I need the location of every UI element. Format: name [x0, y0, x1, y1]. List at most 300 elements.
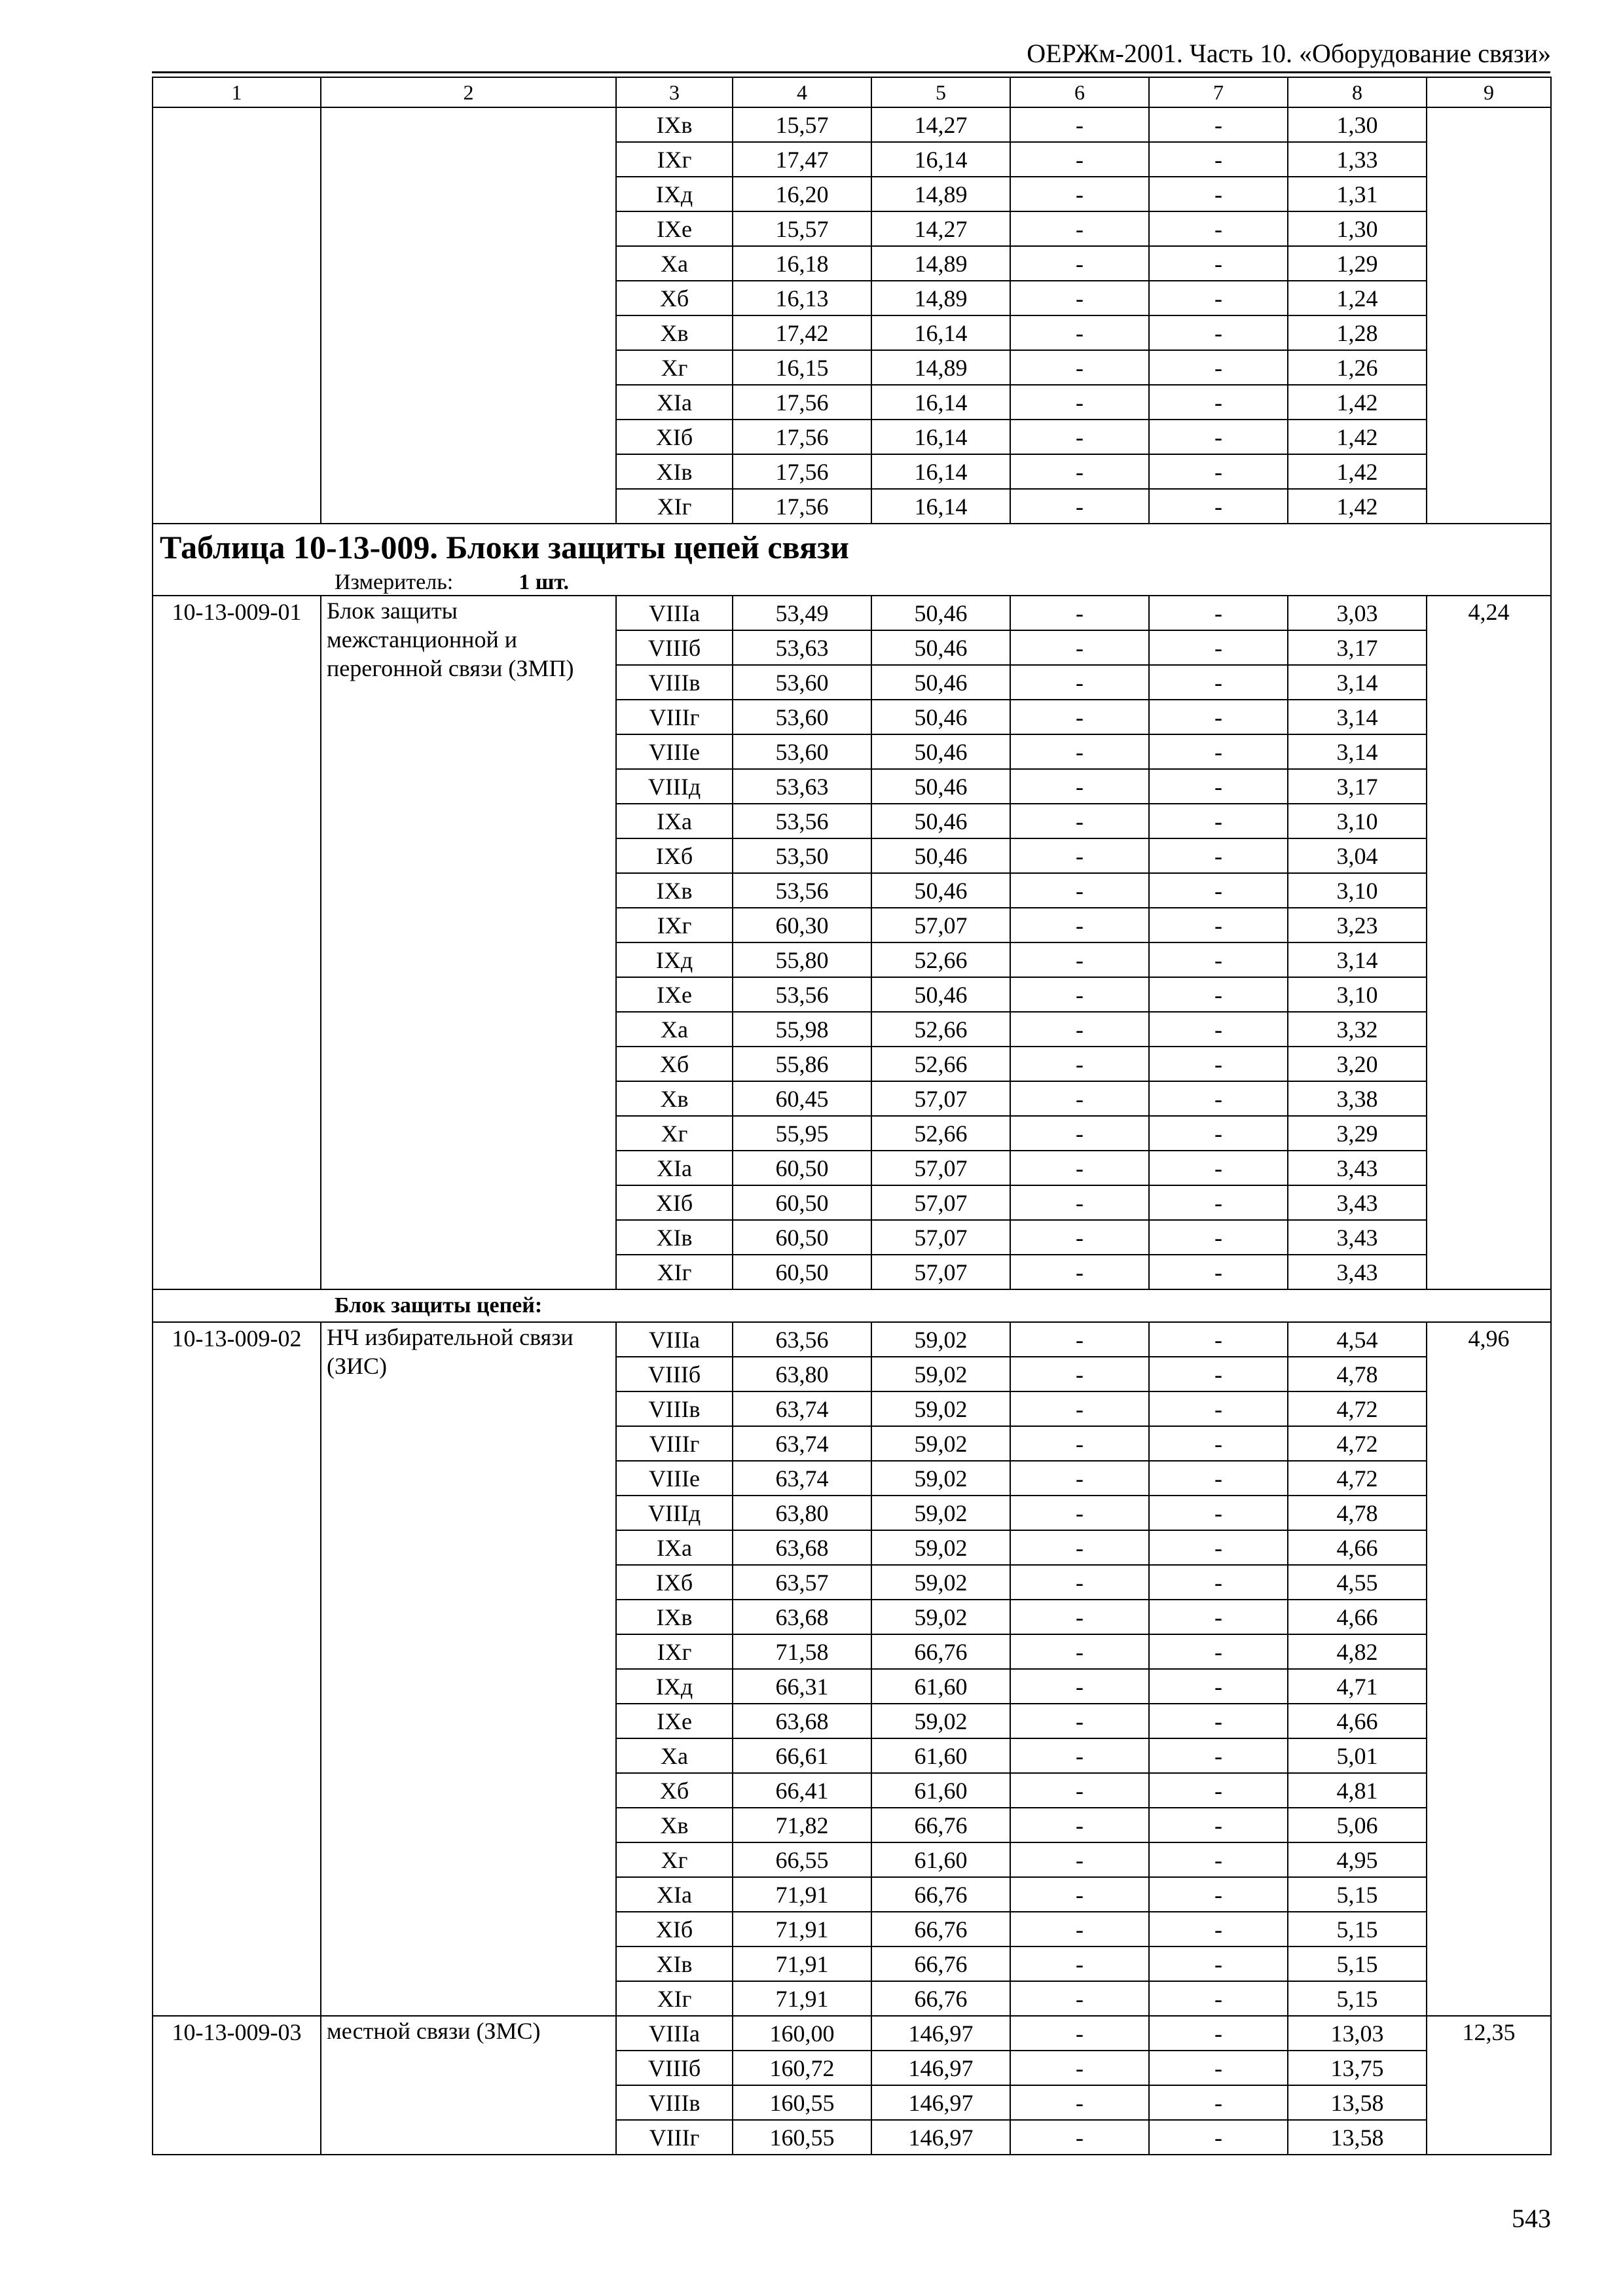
zone-cell: VIIIа — [616, 596, 733, 630]
machinist-wage: - — [1149, 596, 1288, 630]
wage-cost: 50,46 — [871, 873, 1010, 908]
material-cost: 1,26 — [1288, 350, 1427, 385]
machine-cost: - — [1010, 1322, 1149, 1357]
header-rule — [152, 71, 1550, 73]
machine-cost: - — [1010, 211, 1149, 246]
norm-name: НЧ избирательной связи (ЗИС) — [321, 1322, 616, 2016]
material-cost: 4,71 — [1288, 1669, 1427, 1704]
machinist-wage: - — [1149, 1600, 1288, 1634]
subheader-row — [153, 1289, 1551, 1322]
total-cost: 71,91 — [733, 1912, 871, 1946]
total-cost: 66,61 — [733, 1738, 871, 1773]
zone-cell: Xг — [616, 350, 733, 385]
zone-cell: IXг — [616, 1634, 733, 1669]
machinist-wage: - — [1149, 1116, 1288, 1151]
machinist-wage: - — [1149, 1081, 1288, 1116]
total-cost: 60,50 — [733, 1151, 871, 1185]
wage-cost: 59,02 — [871, 1426, 1010, 1461]
machine-cost: - — [1010, 1530, 1149, 1565]
zone-cell: VIIIе — [616, 1461, 733, 1496]
material-cost: 4,72 — [1288, 1426, 1427, 1461]
wage-cost: 50,46 — [871, 804, 1010, 838]
zone-cell: IXв — [616, 873, 733, 908]
total-cost: 63,80 — [733, 1496, 871, 1530]
total-cost: 16,15 — [733, 350, 871, 385]
zone-cell: Xв — [616, 1081, 733, 1116]
machine-cost: - — [1010, 873, 1149, 908]
material-cost: 3,10 — [1288, 977, 1427, 1012]
total-cost: 60,50 — [733, 1220, 871, 1255]
machinist-wage: - — [1149, 107, 1288, 142]
wage-cost: 52,66 — [871, 1012, 1010, 1047]
total-cost: 16,13 — [733, 281, 871, 315]
wage-cost: 57,07 — [871, 908, 1010, 942]
total-cost: 17,56 — [733, 454, 871, 489]
zone-cell: Xв — [616, 1808, 733, 1842]
machine-cost: - — [1010, 804, 1149, 838]
wage-cost: 59,02 — [871, 1461, 1010, 1496]
machinist-wage: - — [1149, 1704, 1288, 1738]
total-cost: 17,56 — [733, 420, 871, 454]
material-cost: 4,55 — [1288, 1565, 1427, 1600]
machinist-wage: - — [1149, 454, 1288, 489]
column-number: 9 — [1427, 77, 1551, 107]
section-title-row — [153, 524, 1551, 570]
column-number: 7 — [1149, 77, 1288, 107]
machinist-wage: - — [1149, 1391, 1288, 1426]
material-cost: 13,75 — [1288, 2051, 1427, 2085]
table-row — [153, 596, 1551, 630]
machine-cost: - — [1010, 177, 1149, 211]
material-cost: 5,15 — [1288, 1877, 1427, 1912]
zone-cell: XIг — [616, 1981, 733, 2016]
wage-cost: 52,66 — [871, 1116, 1010, 1151]
material-cost: 1,30 — [1288, 107, 1427, 142]
total-cost: 71,91 — [733, 1981, 871, 2016]
zone-cell: Xа — [616, 1738, 733, 1773]
machine-cost: - — [1010, 1151, 1149, 1185]
machine-cost: - — [1010, 1081, 1149, 1116]
material-cost: 4,81 — [1288, 1773, 1427, 1808]
total-cost: 63,56 — [733, 1322, 871, 1357]
zone-cell: XIв — [616, 454, 733, 489]
material-cost: 3,03 — [1288, 596, 1427, 630]
total-cost: 71,91 — [733, 1946, 871, 1981]
wage-cost: 59,02 — [871, 1565, 1010, 1600]
zone-cell: Xг — [616, 1842, 733, 1877]
wage-cost: 50,46 — [871, 700, 1010, 734]
material-cost: 3,32 — [1288, 1012, 1427, 1047]
total-cost: 66,55 — [733, 1842, 871, 1877]
machinist-wage: - — [1149, 2120, 1288, 2155]
machinist-wage: - — [1149, 350, 1288, 385]
machinist-wage: - — [1149, 665, 1288, 700]
total-cost: 71,82 — [733, 1808, 871, 1842]
zone-cell: XIв — [616, 1946, 733, 1981]
material-cost: 3,14 — [1288, 942, 1427, 977]
material-cost: 3,14 — [1288, 700, 1427, 734]
machine-cost: - — [1010, 1877, 1149, 1912]
machine-cost: - — [1010, 142, 1149, 177]
machine-cost: - — [1010, 1357, 1149, 1391]
zone-cell: IXе — [616, 977, 733, 1012]
machine-cost: - — [1010, 734, 1149, 769]
wage-cost: 66,76 — [871, 1634, 1010, 1669]
zone-cell: IXд — [616, 942, 733, 977]
machinist-wage: - — [1149, 1773, 1288, 1808]
column-number: 3 — [616, 77, 733, 107]
material-cost: 1,29 — [1288, 246, 1427, 281]
machinist-wage: - — [1149, 281, 1288, 315]
machinist-wage: - — [1149, 1357, 1288, 1391]
machinist-wage: - — [1149, 246, 1288, 281]
machinist-wage: - — [1149, 489, 1288, 524]
total-cost: 16,18 — [733, 246, 871, 281]
wage-cost: 16,14 — [871, 315, 1010, 350]
wage-cost: 61,60 — [871, 1738, 1010, 1773]
material-cost: 13,03 — [1288, 2016, 1427, 2051]
total-cost: 63,74 — [733, 1426, 871, 1461]
material-cost: 3,43 — [1288, 1151, 1427, 1185]
total-cost: 15,57 — [733, 211, 871, 246]
wage-cost: 50,46 — [871, 596, 1010, 630]
material-cost: 3,17 — [1288, 769, 1427, 804]
material-cost: 1,30 — [1288, 211, 1427, 246]
wage-cost: 66,76 — [871, 1981, 1010, 2016]
total-cost: 17,56 — [733, 489, 871, 524]
wage-cost: 59,02 — [871, 1496, 1010, 1530]
wage-cost: 61,60 — [871, 1773, 1010, 1808]
total-cost: 63,68 — [733, 1704, 871, 1738]
wage-cost: 16,14 — [871, 489, 1010, 524]
material-cost: 3,43 — [1288, 1185, 1427, 1220]
machine-cost: - — [1010, 596, 1149, 630]
machine-cost: - — [1010, 942, 1149, 977]
material-cost: 5,15 — [1288, 1946, 1427, 1981]
running-header: ОЕРЖм-2001. Часть 10. «Оборудование связи» — [1027, 39, 1551, 68]
zone-cell: IXб — [616, 1565, 733, 1600]
total-cost: 66,41 — [733, 1773, 871, 1808]
machine-cost: - — [1010, 315, 1149, 350]
machinist-wage: - — [1149, 1842, 1288, 1877]
labor-cost: 4,96 — [1427, 1322, 1551, 2016]
wage-cost: 66,76 — [871, 1912, 1010, 1946]
column-number: 5 — [871, 77, 1010, 107]
machine-cost: - — [1010, 1600, 1149, 1634]
machinist-wage: - — [1149, 1634, 1288, 1669]
total-cost: 63,68 — [733, 1600, 871, 1634]
machine-cost: - — [1010, 281, 1149, 315]
machinist-wage: - — [1149, 1496, 1288, 1530]
material-cost: 13,58 — [1288, 2120, 1427, 2155]
norm-code: 10-13-009-03 — [153, 2016, 321, 2155]
zone-cell: IXе — [616, 1704, 733, 1738]
zone-cell: Xб — [616, 1047, 733, 1081]
wage-cost: 146,97 — [871, 2120, 1010, 2155]
machinist-wage: - — [1149, 1185, 1288, 1220]
machinist-wage: - — [1149, 385, 1288, 420]
zone-cell: XIб — [616, 1185, 733, 1220]
machinist-wage: - — [1149, 630, 1288, 665]
machine-cost: - — [1010, 2051, 1149, 2085]
total-cost: 71,58 — [733, 1634, 871, 1669]
zone-cell: IXг — [616, 142, 733, 177]
machine-cost: - — [1010, 1669, 1149, 1704]
wage-cost: 66,76 — [871, 1877, 1010, 1912]
table-body — [153, 77, 1551, 2155]
material-cost: 4,66 — [1288, 1704, 1427, 1738]
material-cost: 3,14 — [1288, 734, 1427, 769]
total-cost: 16,20 — [733, 177, 871, 211]
machine-cost: - — [1010, 1255, 1149, 1289]
total-cost: 63,68 — [733, 1530, 871, 1565]
material-cost: 4,54 — [1288, 1322, 1427, 1357]
material-cost: 1,31 — [1288, 177, 1427, 211]
machine-cost: - — [1010, 1981, 1149, 2016]
material-cost: 1,42 — [1288, 489, 1427, 524]
page-number: 543 — [1512, 2204, 1551, 2233]
zone-cell: IXе — [616, 211, 733, 246]
zone-cell: VIIIг — [616, 700, 733, 734]
wage-cost: 66,76 — [871, 1946, 1010, 1981]
zone-cell: IXв — [616, 1600, 733, 1634]
zone-cell: VIIIб — [616, 1357, 733, 1391]
material-cost: 3,10 — [1288, 804, 1427, 838]
machine-cost: - — [1010, 977, 1149, 1012]
total-cost: 60,45 — [733, 1081, 871, 1116]
material-cost: 1,33 — [1288, 142, 1427, 177]
zone-cell: IXд — [616, 177, 733, 211]
machinist-wage: - — [1149, 142, 1288, 177]
total-cost: 53,60 — [733, 700, 871, 734]
material-cost: 3,43 — [1288, 1220, 1427, 1255]
wage-cost: 16,14 — [871, 454, 1010, 489]
material-cost: 1,42 — [1288, 385, 1427, 420]
machinist-wage: - — [1149, 1738, 1288, 1773]
material-cost: 4,78 — [1288, 1357, 1427, 1391]
total-cost: 53,56 — [733, 804, 871, 838]
machinist-wage: - — [1149, 1565, 1288, 1600]
wage-cost: 50,46 — [871, 977, 1010, 1012]
machine-cost: - — [1010, 2085, 1149, 2120]
zone-cell: VIIIа — [616, 2016, 733, 2051]
wage-cost: 59,02 — [871, 1391, 1010, 1426]
zone-cell: VIIIе — [616, 734, 733, 769]
total-cost: 60,50 — [733, 1255, 871, 1289]
wage-cost: 14,89 — [871, 350, 1010, 385]
machine-cost: - — [1010, 908, 1149, 942]
machinist-wage: - — [1149, 1426, 1288, 1461]
wage-cost: 50,46 — [871, 665, 1010, 700]
measure-cell — [153, 570, 1551, 596]
machine-cost: - — [1010, 1738, 1149, 1773]
total-cost: 53,63 — [733, 769, 871, 804]
measure-value: 1 шт. — [519, 570, 570, 594]
wage-cost: 59,02 — [871, 1600, 1010, 1634]
machine-cost: - — [1010, 1185, 1149, 1220]
total-cost: 60,50 — [733, 1185, 871, 1220]
measure-label: Измеритель: — [335, 570, 454, 594]
machinist-wage: - — [1149, 1669, 1288, 1704]
machinist-wage: - — [1149, 873, 1288, 908]
measure-row — [153, 570, 1551, 596]
machine-cost: - — [1010, 2016, 1149, 2051]
material-cost: 3,29 — [1288, 1116, 1427, 1151]
material-cost: 3,43 — [1288, 1255, 1427, 1289]
material-cost: 4,66 — [1288, 1530, 1427, 1565]
machine-cost: - — [1010, 1704, 1149, 1738]
zone-cell: VIIIг — [616, 2120, 733, 2155]
wage-cost: 14,89 — [871, 246, 1010, 281]
norm-name: местной связи (ЗМС) — [321, 2016, 616, 2155]
machine-cost: - — [1010, 1773, 1149, 1808]
material-cost: 4,82 — [1288, 1634, 1427, 1669]
wage-cost: 59,02 — [871, 1530, 1010, 1565]
zone-cell: XIв — [616, 1220, 733, 1255]
wage-cost: 59,02 — [871, 1322, 1010, 1357]
norm-code — [153, 107, 321, 524]
machine-cost: - — [1010, 350, 1149, 385]
zone-cell: XIа — [616, 1151, 733, 1185]
machinist-wage: - — [1149, 908, 1288, 942]
machinist-wage: - — [1149, 1151, 1288, 1185]
norm-code: 10-13-009-01 — [153, 596, 321, 1289]
zone-cell: IXа — [616, 1530, 733, 1565]
machine-cost: - — [1010, 1842, 1149, 1877]
material-cost: 5,06 — [1288, 1808, 1427, 1842]
labor-cost: 12,35 — [1427, 2016, 1551, 2155]
wage-cost: 14,89 — [871, 177, 1010, 211]
total-cost: 17,47 — [733, 142, 871, 177]
machine-cost: - — [1010, 246, 1149, 281]
zone-cell: VIIIа — [616, 1322, 733, 1357]
machinist-wage: - — [1149, 977, 1288, 1012]
machine-cost: - — [1010, 1391, 1149, 1426]
norm-code: 10-13-009-02 — [153, 1322, 321, 2016]
total-cost: 53,60 — [733, 665, 871, 700]
material-cost: 1,24 — [1288, 281, 1427, 315]
machinist-wage: - — [1149, 420, 1288, 454]
wage-cost: 57,07 — [871, 1255, 1010, 1289]
wage-cost: 61,60 — [871, 1669, 1010, 1704]
machine-cost: - — [1010, 1220, 1149, 1255]
machine-cost: - — [1010, 489, 1149, 524]
zone-cell: XIа — [616, 385, 733, 420]
wage-cost: 59,02 — [871, 1704, 1010, 1738]
material-cost: 1,42 — [1288, 454, 1427, 489]
material-cost: 1,42 — [1288, 420, 1427, 454]
zone-cell: IXд — [616, 1669, 733, 1704]
wage-cost: 50,46 — [871, 838, 1010, 873]
zone-cell: IXг — [616, 908, 733, 942]
machine-cost: - — [1010, 665, 1149, 700]
wage-cost: 57,07 — [871, 1220, 1010, 1255]
material-cost: 4,95 — [1288, 1842, 1427, 1877]
wage-cost: 16,14 — [871, 420, 1010, 454]
total-cost: 55,95 — [733, 1116, 871, 1151]
wage-cost: 50,46 — [871, 630, 1010, 665]
total-cost: 53,63 — [733, 630, 871, 665]
machine-cost: - — [1010, 1116, 1149, 1151]
zone-cell: VIIIб — [616, 2051, 733, 2085]
subheader-text: Блок защиты цепей: — [153, 1289, 1551, 1322]
column-number-row — [153, 77, 1551, 107]
machine-cost: - — [1010, 1047, 1149, 1081]
machine-cost: - — [1010, 1461, 1149, 1496]
wage-cost: 16,14 — [871, 385, 1010, 420]
machine-cost: - — [1010, 700, 1149, 734]
machine-cost: - — [1010, 385, 1149, 420]
zone-cell: IXв — [616, 107, 733, 142]
total-cost: 17,56 — [733, 385, 871, 420]
wage-cost: 57,07 — [871, 1151, 1010, 1185]
zone-cell: VIIIв — [616, 2085, 733, 2120]
wage-cost: 50,46 — [871, 734, 1010, 769]
material-cost: 3,23 — [1288, 908, 1427, 942]
machinist-wage: - — [1149, 700, 1288, 734]
total-cost: 63,74 — [733, 1391, 871, 1426]
total-cost: 63,74 — [733, 1461, 871, 1496]
total-cost: 55,86 — [733, 1047, 871, 1081]
total-cost: 55,98 — [733, 1012, 871, 1047]
total-cost: 63,80 — [733, 1357, 871, 1391]
machinist-wage: - — [1149, 734, 1288, 769]
zone-cell: VIIIв — [616, 665, 733, 700]
zone-cell: Xг — [616, 1116, 733, 1151]
machine-cost: - — [1010, 1426, 1149, 1461]
machine-cost: - — [1010, 838, 1149, 873]
table-row — [153, 1322, 1551, 1357]
machinist-wage: - — [1149, 211, 1288, 246]
zone-cell: Xа — [616, 246, 733, 281]
total-cost: 66,31 — [733, 1669, 871, 1704]
machinist-wage: - — [1149, 177, 1288, 211]
material-cost: 4,72 — [1288, 1461, 1427, 1496]
machinist-wage: - — [1149, 942, 1288, 977]
zone-cell: XIг — [616, 489, 733, 524]
machinist-wage: - — [1149, 2016, 1288, 2051]
table-title: Таблица 10-13-009. Блоки защиты цепей связи — [153, 524, 1551, 570]
machinist-wage: - — [1149, 804, 1288, 838]
machine-cost: - — [1010, 1496, 1149, 1530]
zone-cell: XIб — [616, 1912, 733, 1946]
total-cost: 160,00 — [733, 2016, 871, 2051]
zone-cell: Xа — [616, 1012, 733, 1047]
machine-cost: - — [1010, 1012, 1149, 1047]
machinist-wage: - — [1149, 2085, 1288, 2120]
wage-cost: 146,97 — [871, 2016, 1010, 2051]
wage-cost: 50,46 — [871, 769, 1010, 804]
material-cost: 5,15 — [1288, 1981, 1427, 2016]
total-cost: 53,60 — [733, 734, 871, 769]
machinist-wage: - — [1149, 1912, 1288, 1946]
total-cost: 60,30 — [733, 908, 871, 942]
material-cost: 5,01 — [1288, 1738, 1427, 1773]
machine-cost: - — [1010, 1946, 1149, 1981]
column-number: 8 — [1288, 77, 1427, 107]
norm-name — [321, 107, 616, 524]
machinist-wage: - — [1149, 1012, 1288, 1047]
machine-cost: - — [1010, 454, 1149, 489]
material-cost: 4,66 — [1288, 1600, 1427, 1634]
wage-cost: 146,97 — [871, 2085, 1010, 2120]
total-cost: 53,56 — [733, 977, 871, 1012]
material-cost: 3,04 — [1288, 838, 1427, 873]
material-cost: 3,17 — [1288, 630, 1427, 665]
material-cost: 3,10 — [1288, 873, 1427, 908]
wage-cost: 52,66 — [871, 942, 1010, 977]
zone-cell: Xб — [616, 1773, 733, 1808]
